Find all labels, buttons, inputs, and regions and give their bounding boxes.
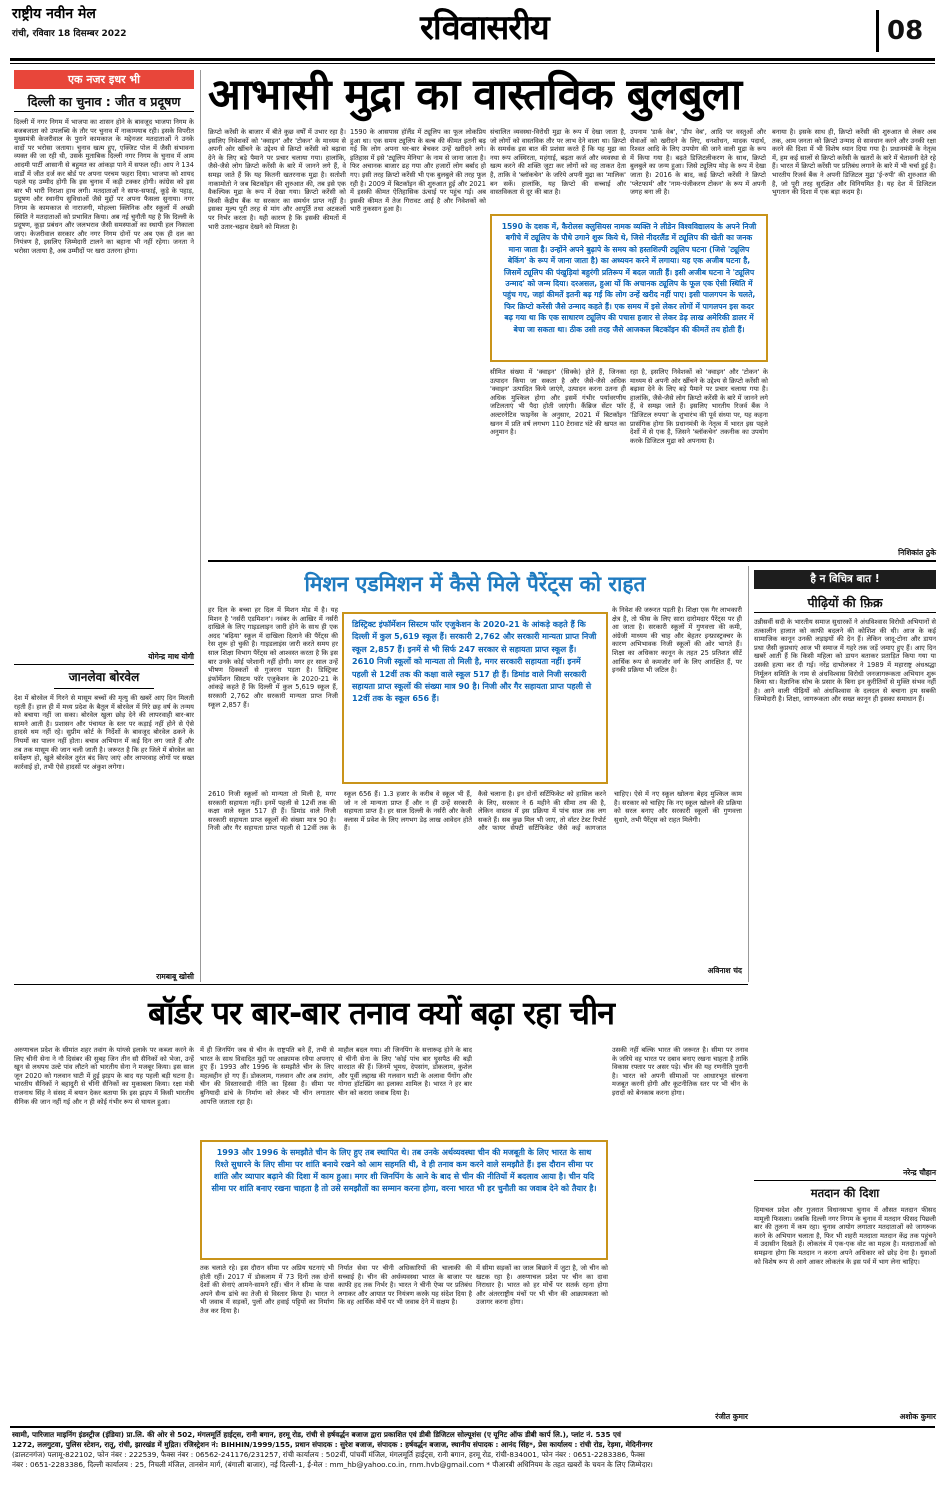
border-top-rule: [14, 984, 748, 985]
story-author-pidhiyon: नरेन्द्र चौहान: [903, 1168, 936, 1177]
mission-callout-stats: डिस्ट्रिक्ट इंफॉर्मेशन सिस्टम फॉर एजुकेशन के 2020-21 के आंकड़े कहते हैं कि दिल्ली में कुल 5,619 स्कूल हैं। सरकारी 2,762 और सरकारी मान्यता प्राप्त निजी स्कूल 2,857 हैं। इनमें से भी सिर्फ 247 सरकार से सहायता प्राप्त स्कूल हैं। 2610 निजी स्कूलों को मान्यता तो मिली है, मगर सरकारी सहायता नहीं। इनमें पहली से 12वीं तक की कक्षा वाले स्कूल 517 ही हैं। डिमांड वाले निजी सरकारी सहायता प्राप्त स्कूलों की संख्या मात्र 90 है। निजी और गैर सहायता प्राप्त पहली से 12वीं तक के स्कूल 656 हैं।: [342, 612, 608, 784]
masthead-rule: [10, 58, 935, 61]
story-body-delhi: दिल्ली में नगर निगम में भाजपा का शासन होने के बावजूद भाजपा निगम के बजबजाता को उपलब्धि के तौर पर चुनाव में नाकामयाब रही। इसके विपरीत मुख्यमंत्री केजरीवाल के पुराने कामकाज के मद्देनजर मतदाताओं ने उनके वादों पर भरोसा जताया। चुनाव खत्म हुए, एक्जिट पोल में जैसी संभावना व्यक्त की जा रही थी, उसके मुताबिक दिल्ली नगर निगम के चुनाव में आम आदमी पार्टी आसानी से बहुमत का आंकड़ा पाने में सफल रही। आप ने 134 वार्डों में जीत दर्ज कर बोर्ड पर अपना परचम फहरा दिया। भाजपा को शायद पहले यह उम्मीद होगी कि इस चुनाव में कड़ी टक्कर होगी। कांग्रेस को इस बार भी भारी निराशा हाथ लगी। मतदाताओं ने साफ-सफाई, कूड़े के पहाड़, प्रदूषण और स्थानीय सुविधाओं जैसे मुद्दों पर अपना फैसला सुनाया। नगर निगम के कामकाज से नाराजगी, मोहल्ला क्लिनिक और स्कूलों में अच्छी स्थिति ने मतदाताओं को प्रभावित किया। अब नई चुनौती यह है कि दिल्ली के प्रदूषण, कूड़ा प्रबंधन और जलभराव जैसी समस्याओं का स्थायी हल निकाला जाए। केजरीवाल सरकार और नगर निगम दोनों पर अब एक ही दल का नियंत्रण है, इसलिए जिम्मेदारी टालने का बहाना भी नहीं रहेगा। जनता ने भरोसा जताया है, अब उम्मीदों पर खरा उतरना होगा।: [14, 118, 194, 255]
border-body-2: में ही जिनपिंग जब से चीन के राष्ट्रपति बने हैं, तभी से भारत के साथ विवादित मुद्दों पर आक्रामक रवैया अपनाए हुए हैं। 1993 और 1996 के समझौते चीन के लिए महत्वहीन हो गए हैं। डोकलाम, गलवान और अब तवांग, चीन की विस्तारवादी नीति का हिस्सा है। सीमा पर बुनियादी ढांचे के निर्माण को लेकर भी चीन लगातार आपत्ति जताता रहा है।: [200, 1046, 334, 1106]
section-tag-ek-nazar: एक नजर इधर भी: [14, 70, 194, 89]
border-body-1: अरुणाचल प्रदेश के सीमांत शहर तवांग के यांग्त्से इलाके पर कब्जा करने के लिए चीनी सेना ने नौ दिसंबर की सुबह जिन तीन सौ सैनिकों को भेजा, उन्हें खून से लथपथ उल्टे पांव लौटने को भारतीय सेना ने मजबूर किया। इस साल जून 2020 को गलवान घाटी में हुई झड़प के बाद यह पहली बड़ी घटना है। भारतीय सैनिकों ने बहादुरी से चीनी सैनिकों का मुकाबला किया। रक्षा मंत्री राजनाथ सिंह ने संसद में बयान देकर बताया कि इस झड़प में किसी भारतीय सैनिक की जान नहीं गई और न ही कोई गंभीर रूप से घायल हुआ।: [14, 1046, 194, 1106]
lead-body-7: रहा है, इसलिए निवेशकों को 'क्वाइन' और 'टोकन' के माध्यम से अपनी ओर खींचने के उद्देश्य से क्रिप्टो करेंसी को बढ़ावा देने के लिए बड़े पैमाने पर प्रचार चलाया गया है। हालांकि, जैसे-जैसे लोग क्रिप्टो करेंसी के बारे में जानने लगे हैं, वे समझ जाते हैं। इसलिए भारतीय रिजर्व बैंक ने 'डिजिटल रुपया' के शुभारंभ की पूर्व संध्या पर, यह कहना प्रासंगिक होगा कि प्रधानमंत्री के नेतृत्व में भारत इस पहले देशों में से एक है, जिसने 'ब्लॉकचेन' तकनीक का उपयोग करके डिजिटल मुद्रा को अपनाया है।: [630, 368, 768, 445]
footer-imprint: [12, 1430, 934, 1482]
story-title-delhi: दिल्ली का चुनाव : जीत व प्रदूषण: [14, 93, 194, 112]
paper-name: राष्ट्रीय नवीन मेल: [12, 6, 96, 22]
lead-callout-tulip: 1590 के दशक में, कैरोलस क्लुसियस नामक व्यक्ति ने लीडेन विश्वविद्यालय के अपने निजी बगीचे में ट्यूलिप के पौधे उगाने शुरू किये थे, जिसे नीदरलैंड में ट्यूलिप की खेती का जनक माना जाता है। उन्होंने अपने बुढ़ापे के समय को हस्तशिल्पी ट्यूलिप घटना (जिसे 'ट्यूलिप बेकिंग' के रूप में जाना जाता है) का अध्ययन करने में लगाया। यह एक अजीब घटना है, जिसमें ट्यूलिप की पंखुड़ियां बहुरंगी प्रतिरूप में बदल जाती हैं। इसी अजीब घटना ने 'ट्यूलिप उन्माद' को जन्म दिया। दरअसल, हुआ यों कि अचानक ट्यूलिप के फूल एक ऐसी स्थिति में पहुंच गए, जहां कीमतें इतनी बढ़ गईं कि लोग उन्हें खरीद नहीं पाए। इसी पालगपन के चलते, फिर क्रिप्टो करेंसी जैसे उन्माद कहते हैं। एक समय में इसे लेकर लोगों में पागलपन इस कदर बढ़ गया था कि एक साधारण ट्यूलिप की पचास हजार से लेकर डेढ़ लाख अमेरिकी डालर में बेचा जा सकता था। ठीक उसी तरह जैसे आजकल बिटकॉइन की कीमतें तय होती हैं।: [490, 214, 768, 362]
section-title: रविवासरीय: [420, 8, 549, 48]
mission-body-4: कैसे चलाना है। इन दोनों सर्टिफिकेट को हासिल करने के लिए, सरकार ने 6 महीने की सीमा तय की है, लेकिन वास्तव में इस प्रक्रिया में पांच साल तक लग सकते हैं। सब कुछ मिल भी जाए, तो वॉटर टेस्ट रिपोर्ट और फायर सेफ्टी सर्टिफिकेट जैसे कई कागजात चाहिए। ऐसे में नए स्कूल खोलना बेहद मुश्किल काम है। सरकार को चाहिए कि नए स्कूल खोलने की प्रक्रिया को सरल बनाए और सरकारी स्कूलों की गुणवत्ता सुधारे, तभी पैरेंट्स को राहत मिलेगी।: [478, 790, 742, 833]
lead-body-1: क्रिप्टो करेंसी के बाजार में बीते कुछ वर्षों में उभार रहा है। इसलिए निवेशकों को 'क्वाइन' और 'टोकन' के माध्यम से अपनी ओर खींचने के उद्देश्य से क्रिप्टो करेंसी को बढ़ावा देने के लिए बड़े पैमाने पर प्रचार चलाया गया। हालांकि, जैसे-जैसे लोग क्रिप्टो करेंसी के बारे में जानने लगे हैं, वे समझ जाते हैं कि यह कितनी खतरनाक मुद्रा है। सतोशी नाकामोतो ने जब बिटकॉइन की शुरुआत की, तब इसे एक वैकल्पिक मुद्रा के रूप में देखा गया। क्रिप्टो करेंसी को किसी केंद्रीय बैंक या सरकार का समर्थन प्राप्त नहीं है। इसका मूल्य पूरी तरह से मांग और आपूर्ति तथा अटकलों पर निर्भर करता है। यही कारण है कि इसकी कीमतों में भारी उतार-चढ़ाव देखने को मिलता है।: [208, 128, 346, 231]
left-divider-1: [14, 664, 194, 665]
masthead: [0, 0, 945, 64]
mission-author: अविनाश चंद: [707, 966, 742, 975]
border-author: रंजीत कुमार: [715, 1412, 748, 1421]
story-body-matdan: हिमाचल प्रदेश और गुजरात विधानसभा चुनाव में औसत मतदान फीसद मामूली फिसला। जबकि दिल्ली नगर निगम के चुनाव में मतदान फीसद पिछली बार की तुलना में कम रहा। चुनाव आयोग लगातार मतदाताओं को जागरूक करने के अभियान चलाता है, फिर भी शहरी मतदाता मतदान केंद्र तक पहुंचने में उदासीन दिखते हैं। लोकतंत्र में एक-एक वोट का महत्व है। मतदाताओं को समझना होगा कि मतदान न करना अपने अधिकार को छोड़ देना है। युवाओं को विशेष रूप से आगे आकर लोकतंत्र के इस पर्व में भाग लेना चाहिए।: [754, 1206, 936, 1266]
footer-line-2: 1272, ललगुटवा, पुलिस स्टेशन, रातू, रांची, झारखंड में मुद्रित। रजिस्ट्रेशन नं: BIHHIN/1999/155, प्रधान संपादक : सुरेश बजाज, संपादक : हर्षवर्द्धन बजाज, स्थानीय संपादक : आनंद सिंह*, प्रेस कार्यालय : रांची रोड, रेड़मा, मेदिनीनगर: [12, 1440, 653, 1449]
section-tag-vichitra: है न विचित्र बात !: [754, 570, 936, 589]
story-author-matdan: अशोक कुमार: [899, 1412, 936, 1421]
lead-body-2: 1590 के आसपास हॉलैंड में ट्यूलिप का फूल लोकप्रिय हुआ था। एक समय ट्यूलिप के बल्ब की कीमत इतनी बढ़ गई कि लोग अपना घर-बार बेचकर उन्हें खरीदने लगे। इतिहास में इसे 'ट्यूलिप मेनिया' के नाम से जाना जाता है। फिर अचानक बाजार ढह गया और हजारों लोग बर्बाद हो गए। इसी तरह क्रिप्टो करेंसी भी एक बुलबुले की तरह फूल रही है। 2009 में बिटकॉइन की शुरुआत हुई और 2021 में इसकी कीमत ऐतिहासिक ऊंचाई पर पहुंच गई। अब इसकी कीमत में तेज गिरावट आई है और निवेशकों को भारी नुकसान हुआ है।: [350, 128, 486, 214]
story-author-delhi: योगेन्द्र माथ योगी: [148, 652, 194, 661]
left-divider-2: [54, 688, 154, 689]
footer-line-4: नंबर : 0651-2283386, दिल्ली कार्यालय : 25, निचली मंजिल, तानसेन मार्ग, (बंगाली बाजार), नई दिल्ली-1, ई-मेल : mm_hb@yahoo.co.in, rnm.hvb@gmail.com * पीआरबी अधिनियम के तहत खबरों के चयन के लिए जिम्मेदार।: [12, 1460, 653, 1469]
lead-body-5: बनाया है। इसके साथ ही, क्रिप्टो करेंसी की शुरुआत से लेकर अब तक, आम जनता को क्रिप्टो उन्माद से सावधान करने और उनकी रक्षा करने की दिशा में भी विशेष ध्यान दिया गया है। प्रधानमंत्री के नेतृत्व में, हम कई सालों से क्रिप्टो करेंसी के खतरों के बारे में चेतावनी देते रहे हैं। भारत में क्रिप्टो करेंसी पर प्रतिबंध लगाने के बारे में भी चर्चा हुई है। भारतीय रिजर्व बैंक ने अपनी डिजिटल मुद्रा 'ई-रुपी' की शुरुआत की है, जो पूरी तरह सुरक्षित और विनियमित है। यह देश में डिजिटल भुगतान की दिशा में एक बड़ा कदम है।: [772, 128, 936, 197]
right-divider: [754, 1180, 936, 1181]
border-body-3: माहौल बदल गया। शी जिनपिंग के सत्तारूढ़ होने के बाद से चीनी सेना के लिए 'कोई पांच बार घुसपैठ की बड़ी वारदात की हैं। जिनमें भूमध, देपसांग, डोकलाम, कुशेल और पूर्वी लद्दाख की गलवान घाटी के अलावा पैंगोंग और गोगरा हॉटस्प्रिंग का इलाका शामिल है। भारत ने हर बार चीन को करारा जवाब दिया है।: [338, 1046, 472, 1097]
border-headline: बॉर्डर पर बार-बार तनाव क्यों बढ़ा रहा चीन: [148, 994, 614, 1032]
dateline: रांची, रविवार 18 दिसम्बर 2022: [12, 29, 127, 39]
border-body-7: में सीमा सड़कों का जाल बिछाने में जुटा है, जो चीन को खटक रहा है। अरुणाचल प्रदेश पर चीन का दावा निराधार है। भारत को हर मोर्चे पर सतर्क रहना होगा और अंतरराष्ट्रीय मंचों पर भी चीन की आक्रामकता को उजागर करना होगा।: [476, 1264, 608, 1307]
footer-rule: [10, 1426, 935, 1428]
lead-body-3: संचालित व्यवस्था-विरोधी मुद्रा के रूप में देखा जाता है, जो लोगों को वास्तविक तौर पर लाभ देने वाला था। क्रिप्टो के समर्थक इस बात की प्रशंसा करते हैं कि यह मुद्रा का नया रूप अस्थिरता, महंगाई, बढ़ता कर्ज और व्यवस्था से खत्म करने की शक्ति जुटा कर लोगों को वह ताकत देता है, ताकि वे 'ब्लॉकचेन' के जरिये अपनी मुद्रा का 'मालिक' बन सकें। हालांकि, यह क्रिप्टो की सच्चाई और वास्तविकता से दूर की बात है।: [490, 128, 626, 197]
mission-body-3: के निवेश की जरूरत पड़ती है। शिक्षा एक गैर लाभकारी क्षेत्र है, तो फीस के लिए सारा दारोमदार पैरेंट्स पर ही आ जाता है। सरकारी स्कूलों में गुणवत्ता की कमी, अंग्रेजी माध्यम की चाह और बेहतर इन्फ्रास्ट्रक्चर के कारण अभिभावक निजी स्कूलों की ओर भागते हैं। शिक्षा का अधिकार कानून के तहत 25 प्रतिशत सीटें आर्थिक रूप से कमजोर वर्ग के लिए आरक्षित हैं, पर इनकी प्रक्रिया भी जटिल है।: [612, 606, 742, 675]
mission-body-2: 2610 निजी स्कूलों को मान्यता तो मिली है, मगर सरकारी सहायता नहीं। इनमें पहली से 12वीं तक की कक्षा वाले स्कूल 517 ही हैं। डिमांड वाले निजी सरकारी सहायता प्राप्त स्कूलों की संख्या मात्र 90 है। निजी और गैर सहायता प्राप्त पहली से 12वीं तक के स्कूल 656 हैं। 1.3 हजार के करीब वे स्कूल भी हैं, जो न तो मान्यता प्राप्त हैं और न ही उन्हें सरकारी सहायता प्राप्त है। हर साल दिल्ली के नर्सरी और केजी क्लास में प्रवेश के लिए लगभग डेढ़ लाख आवेदन होते हैं।: [208, 790, 472, 833]
story-title-borewell: जानलेवा बोरवेल: [68, 670, 140, 684]
border-body-6: निर्यात सेवा पर चीनी अधिकारियों की चालाकी की सच्चाई है। चीन की अर्थव्यवस्था भारत के बाजार पर काफी हद तक निर्भर है। भारत ने चीनी ऐप्स पर प्रतिबंध लगाकर और आयात पर नियंत्रण करके यह संदेश दिया है कि वह आर्थिक मोर्चे पर भी जवाब देने में सक्षम है।: [338, 1264, 472, 1307]
page-number-box: [876, 10, 936, 52]
lead-headline: आभासी मुद्रा का वास्तविक बुलबुला: [208, 70, 742, 120]
story-author-borewell: रामबाबू खोसी: [156, 972, 194, 981]
mission-headline: मिशन एडमिशन में कैसे मिले पैरेंट्स को राहत: [304, 572, 646, 596]
lead-author: निशिकांत ठुके: [898, 548, 936, 557]
story-body-pidhiyon: उन्नीसवीं सदी के भारतीय समाज सुधारकों ने अंधविश्वास विरोधी अभियानों से तत्कालीन हालात को काफी बदलने की कोशिश की थी। आज के कई सामाजिक कानून उनकी लड़ाइयों की देन हैं। लेकिन जादू-टोना और डायन प्रथा जैसी कुप्रथाएं आज भी समाज में गहरे तक जड़ें जमाए हुए हैं। आए दिन खबरें आती हैं कि किसी महिला को डायन बताकर प्रताड़ित किया गया या उसकी हत्या कर दी गई। नरेंद्र दाभोलकर ने 1989 में महाराष्ट्र अंधश्रद्धा निर्मूलन समिति के नाम से अंधविश्वास विरोधी जनजागरूकता अभियान शुरू किया था। वैज्ञानिक सोच के प्रसार के बिना इन कुरीतियों से मुक्ति संभव नहीं है। आने वाली पीढ़ियों को अंधविश्वास के दलदल से बचाना हम सबकी जिम्मेदारी है। शिक्षा, जागरूकता और सख्त कानून ही इसका समाधान हैं।: [754, 618, 936, 704]
lead-body-4: उपनाम 'डार्क वेब', 'डीप वेब', आदि पर वस्तुओं और सेवाओं को खरीदने के लिए, धनशोधन, मादक पदार्थ, रिश्वत आदि के लिए उपयोग की जाने वाली मुद्रा के रूप में किया गया है। बढ़ते डिजिटलीकरण के साथ, क्रिप्टो बुलबुले का जन्म हुआ। जिसे ट्यूलिप मोड़ के रूप में देखा जाता है। 2016 के बाद, कई क्रिप्टो करेंसी ने क्रिप्टो 'प्लेटफार्म' और 'नाम-पंजीकरण टोकन' के रूप में अपनी जगह बना ली है।: [630, 128, 766, 197]
footer-line-3: (डालटनगंज) पलामू-822102, फोन नंबर : 222539, फैक्स नंबर : 06562-241176/231257, रांची कार्यालय : 502वीं, पांचवीं मंजिल, मंगलमूर्ति हाईट्स, रानी बगान, हरमू रोड, रांची-834001, फोन नंबर : 0651-2283386, फैक्स: [12, 1450, 645, 1459]
mission-right-rule: [748, 566, 749, 982]
border-callout: 1993 और 1996 के समझौते चीन के लिए हुए तब स्थापित थे। तब उनके अर्थव्यवस्था चीन की मजबूती के लिए भारत के साथ रिश्ते सुधारने के लिए सीमा पर शांति बनाये रखने को आम सहमति थी, वे ही तनाव कम करने वाले समझौते हैं। इस दौरान सीमा पर शांति और व्यापार बढ़ाने की दिशा में काम हुआ। मगर शी जिनपिंग के आने के बाद से चीन की नीतियों में बदलाव आया है। चीन यदि सीमा पर शांति बनाए रखना चाहता है तो उसे समझौतों का सम्मान करना होगा, वरना भारत भी हर चुनौती का जवाब देने को तैयार है।: [200, 1140, 608, 1260]
story-title-pidhiyon: पीढ़ियों की फ़िक्र: [754, 594, 936, 613]
page-number: 08: [887, 16, 924, 46]
masthead-rule-thin: [10, 63, 935, 64]
lead-bottom-rule: [208, 560, 936, 562]
left-column-rule: [200, 70, 201, 982]
lead-body-6: सीमित संख्या में 'क्वाइन' (सिक्के) होते हैं, जिनका उत्पादन किया जा सकता है और जैसे-जैसे अधिक 'क्वाइन' उत्पादित किये जाएंगे, उत्पादन करना उतना ही अधिक मुश्किल होगा और इसमें गंभीर पर्यावरणीय जटिलताएं भी पैदा होती जाएंगी। कैंब्रिज सेंटर फॉर अल्टरनेटिव फाइनेंस के अनुसार, 2021 में बिटकॉइन खनन में प्रति वर्ष लगभग 110 टेरावाट घंटे की खपत का अनुमान है।: [490, 368, 626, 437]
story-body-borewell: देश में बोरवेल में गिरने से मासूम बच्चों की मृत्यु की खबरें आए दिन मिलती रहती हैं। हाल ही में मध्य प्रदेश के बैतूल में बोरवेल में गिरे छह वर्ष के तन्मय को बचाया नहीं जा सका। बोरवेल खुला छोड़ देने की लापरवाही बार-बार सामने आती है। प्रशासन और पंचायत के स्तर पर कड़ाई नहीं होने से ऐसे हादसे थम नहीं रहे। सुप्रीम कोर्ट के निर्देशों के बावजूद बोरवेल ढकने के नियमों का पालन नहीं होता। बचाव अभियान में कई दिन लग जाते हैं और तब तक मासूम की जान चली जाती है। जरूरत है कि हर जिले में बोरवेल का सर्वेक्षण हो, खुले बोरवेल तुरंत बंद किए जाएं और लापरवाह लोगों पर सख्त कार्रवाई हो, तभी ऐसे हादसों पर अंकुश लगेगा।: [14, 694, 194, 771]
footer-line-1: स्वामी, पारिजात माइनिंग इंडस्ट्रीज (इंडिया) प्रा.लि. की ओर से 502, मंगलमूर्ति हाईट्स, रानी बगान, हरमू रोड, रांची से हर्षवर्द्धन बजाज द्वारा प्रकाशित एवं डीबी डिजिटल सोल्यूशंस (ए यूनिट ऑफ डीबी कार्प लि.), प्लांट नं. 535 एवं: [12, 1430, 621, 1439]
border-body-4: उसकी नहीं बल्कि भारत की जरूरत है। सीमा पर तनाव के जरिये वह भारत पर दबाव बनाए रखना चाहता है ताकि विकास रफ्तार पर असर पड़े। चीन की यह रणनीति पुरानी है। भारत को अपनी सीमाओं पर आधारभूत संरचना मजबूत करनी होगी और कूटनीतिक स्तर पर भी चीन के इरादों को बेनकाब करना होगा।: [612, 1046, 748, 1097]
border-body-5: तक चलाते रहे। इस दौरान सीमा पर अप्रिय घटनाएं भी होती रहीं। 2017 में डोकलाम में 73 दिनों तक दोनों देशों की सेनाएं आमने-सामने रहीं। चीन ने सीमा के पास अपने सैन्य ढांचे का तेजी से विस्तार किया है। भारत ने भी जवाब में सड़कों, पुलों और हवाई पट्टियों का निर्माण तेज कर दिया है।: [200, 1264, 334, 1315]
mission-body-1: हर दिल के बच्चा हर दिल में मिशन मोड में है। यह मिशन है 'नर्सरी एडमिशन'। नवंबर के आखिर में नर्सरी दाखिले के लिए गाइडलाइन जारी होने के साथ ही एक अदद 'बढ़िया' स्कूल में दाखिला दिलाने की पैरेंट्स की रेस शुरू हो चुकी है। गाइडलाइंस जारी करते समय हर साल शिक्षा विभाग पैरेंट्स को आश्वस्त करता है कि इस बार उनके कोई परेशानी नहीं होगी। मगर हर साल उन्हें भीषण दिक्कतों से गुजरना पड़ता है। डिस्ट्रिक्ट इंफॉर्मेशन सिस्टम फॉर एजुकेशन के 2020-21 के आंकड़े कहते हैं कि दिल्ली में कुल 5,619 स्कूल हैं, सरकारी 2,762 और सरकारी मान्यता प्राप्त निजी स्कूल 2,857 हैं।: [208, 606, 338, 709]
story-title-matdan: मतदान की दिशा: [810, 1186, 880, 1200]
